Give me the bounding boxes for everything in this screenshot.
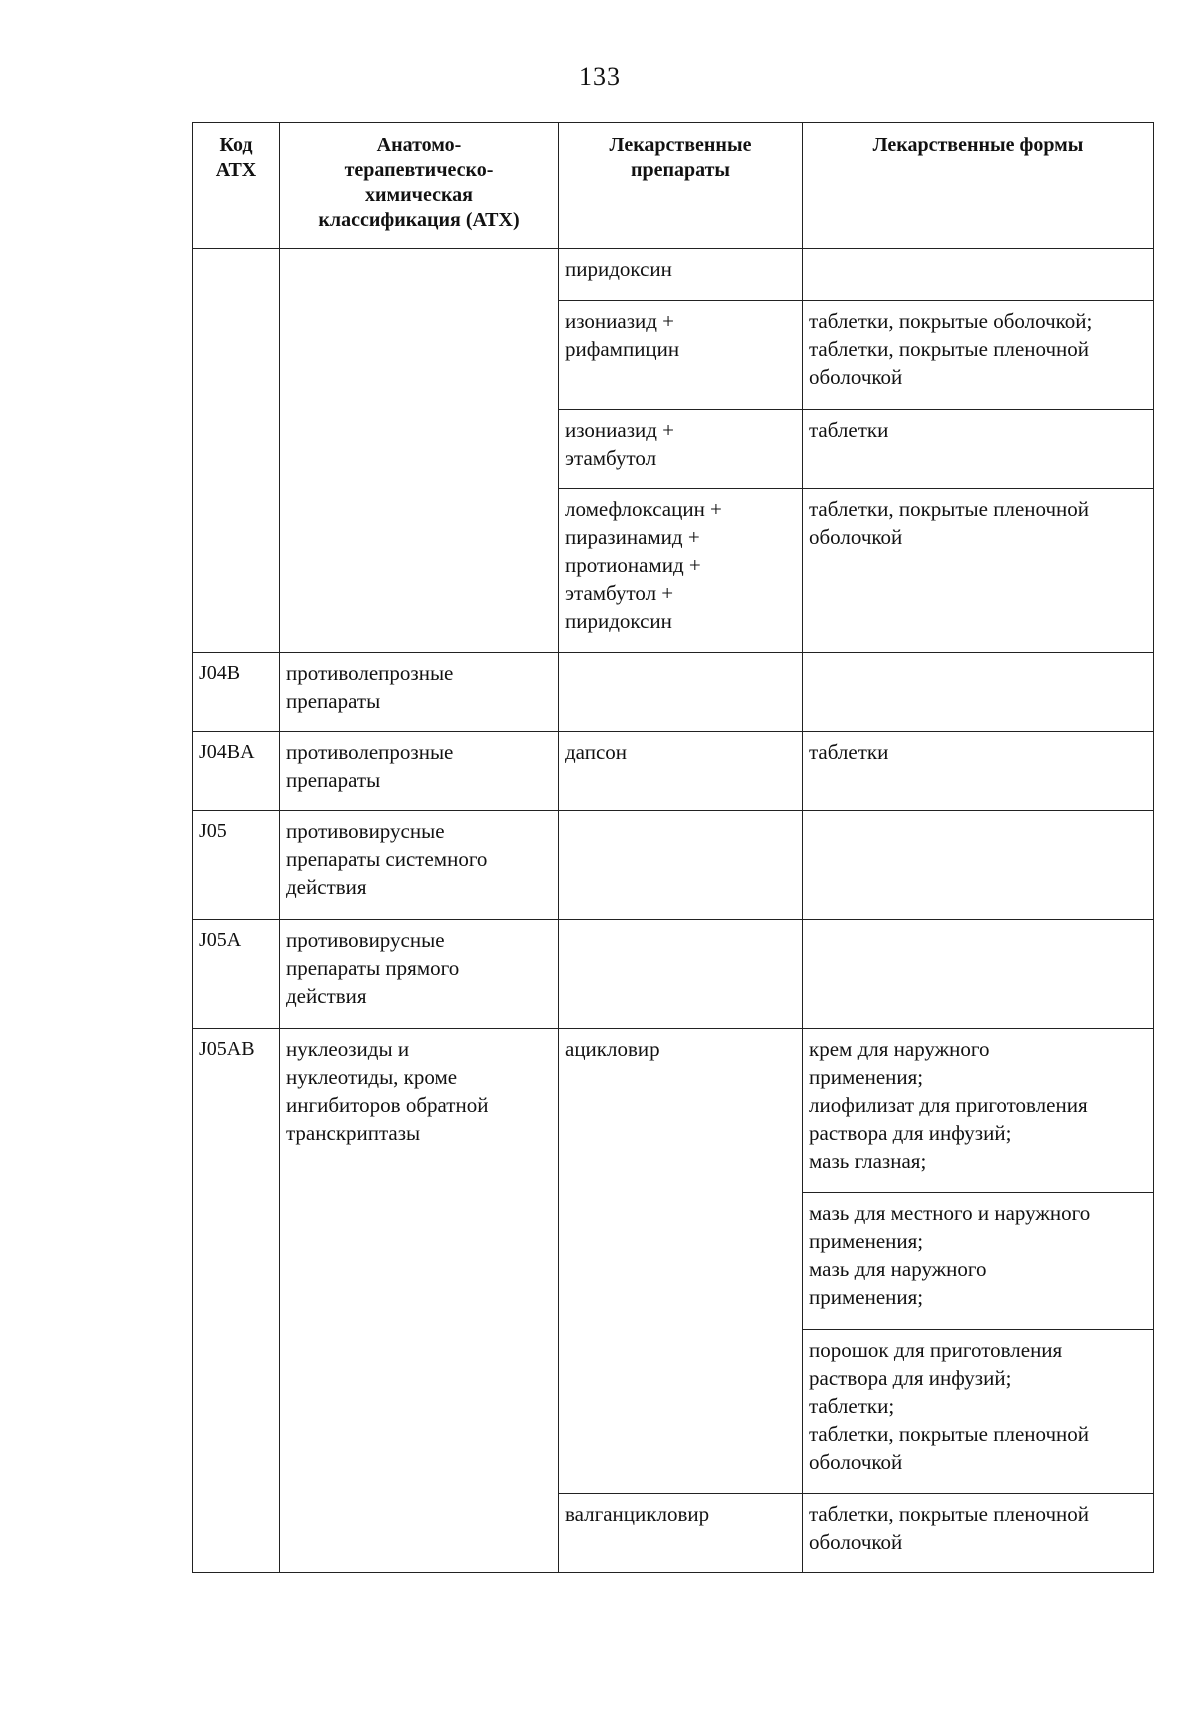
empty-atc-cell — [280, 249, 559, 653]
forms-cell: таблетки, покрытые пленочной оболочкой — [803, 489, 1154, 653]
table-row — [193, 920, 1154, 1029]
forms-cell — [803, 653, 1154, 732]
header-drugs: Лекарственные препараты — [559, 123, 803, 249]
header-atc-code: Код АТХ — [193, 123, 280, 249]
drug-cell: ацикловир — [559, 1029, 803, 1494]
forms-cell: таблетки, покрытые оболочкой; таблетки, покрытые пленочной оболочкой — [803, 301, 1154, 410]
drug-cell: изониазид + этамбутол — [559, 410, 803, 489]
drug-cell — [559, 811, 803, 920]
forms-cell — [803, 811, 1154, 920]
table-row — [193, 1029, 1154, 1193]
atc-code-cell: J04BA — [193, 732, 280, 811]
atc-code-cell: J04B — [193, 653, 280, 732]
drug-cell: валганцикловир — [559, 1494, 803, 1573]
table-row — [193, 732, 1154, 811]
drug-cell: пиридоксин — [559, 249, 803, 301]
table-row — [193, 811, 1154, 920]
forms-cell: таблетки — [803, 410, 1154, 489]
table-header-row — [193, 123, 1154, 249]
drug-cell: ломефлоксацин + пиразинамид + протионамид + этамбутол + пиридоксин — [559, 489, 803, 653]
drug-cell — [559, 653, 803, 732]
atc-classification-cell: противовирусные препараты системного действия — [280, 811, 559, 920]
page-number: 133 — [579, 62, 621, 91]
atc-classification-cell: противолепрозные препараты — [280, 732, 559, 811]
drug-cell — [559, 920, 803, 1029]
table-row — [193, 249, 1154, 301]
table-row — [193, 653, 1154, 732]
drug-cell: дапсон — [559, 732, 803, 811]
forms-cell — [803, 920, 1154, 1029]
atc-classification-cell: противовирусные препараты прямого действия — [280, 920, 559, 1029]
header-dosage-forms: Лекарственные формы — [803, 123, 1154, 249]
atc-code-cell: J05A — [193, 920, 280, 1029]
forms-cell: мазь для местного и наружного применения; мазь для наружного применения; — [803, 1193, 1154, 1330]
atc-drug-table — [192, 122, 1154, 1573]
header-atc-classification: Анатомо- терапевтическо- химическая классификация (АТХ) — [280, 123, 559, 249]
atc-classification-cell: противолепрозные препараты — [280, 653, 559, 732]
forms-cell: таблетки, покрытые пленочной оболочкой — [803, 1494, 1154, 1573]
forms-cell: крем для наружного применения; лиофилизат для приготовления раствора для инфузий; мазь глазная; — [803, 1029, 1154, 1193]
drug-cell: изониазид + рифампицин — [559, 301, 803, 410]
atc-code-cell: J05 — [193, 811, 280, 920]
forms-cell: таблетки — [803, 732, 1154, 811]
forms-cell — [803, 249, 1154, 301]
empty-code-cell — [193, 249, 280, 653]
atc-classification-cell: нуклеозиды и нуклеотиды, кроме ингибиторов обратной транскриптазы — [280, 1029, 559, 1573]
atc-code-cell: J05AB — [193, 1029, 280, 1573]
forms-cell: порошок для приготовления раствора для инфузий; таблетки; таблетки, покрытые пленочной оболочкой — [803, 1330, 1154, 1494]
